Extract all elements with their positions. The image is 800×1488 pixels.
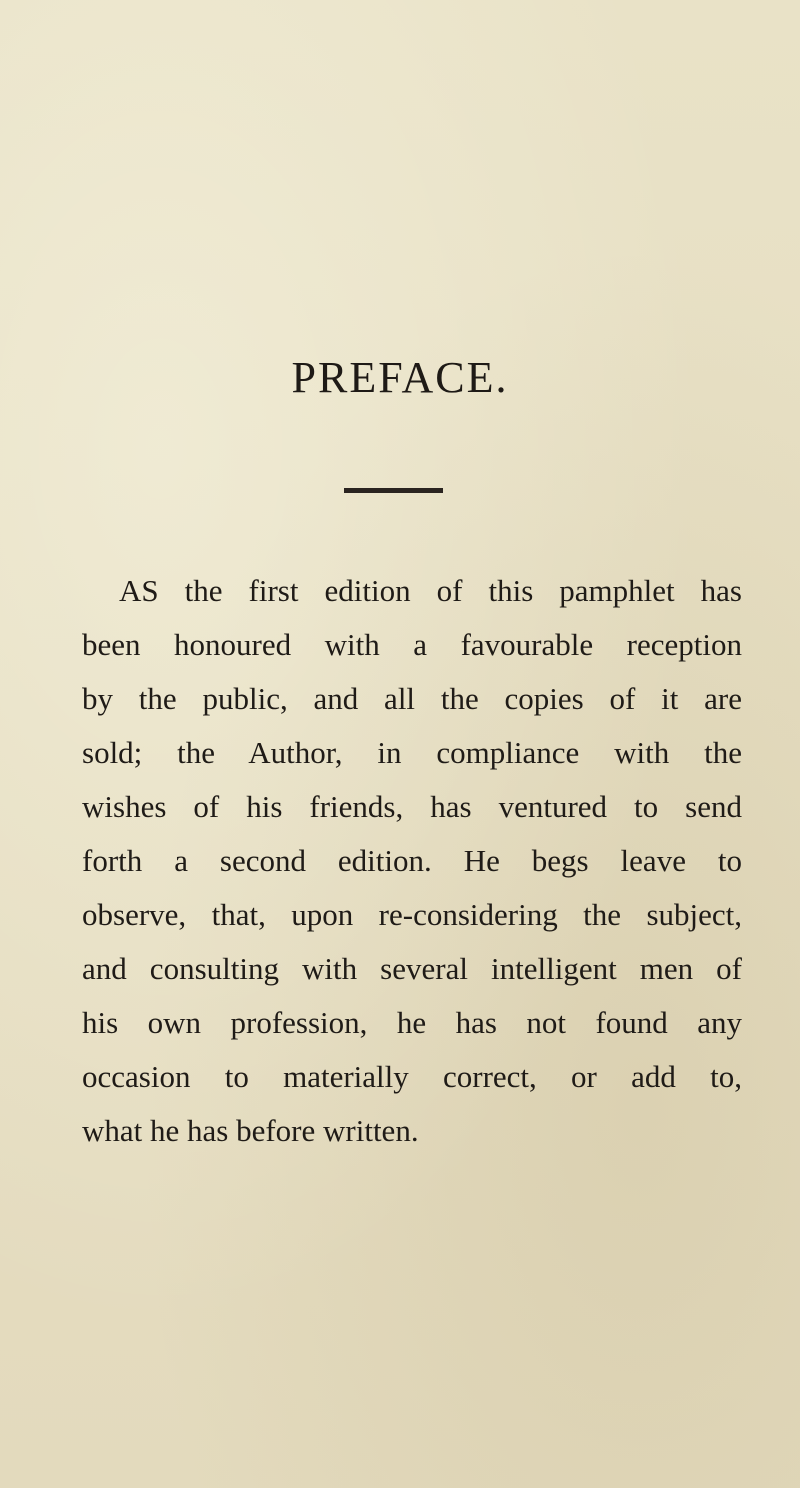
text-line: sold; the Author, in compliance with the: [82, 735, 742, 770]
text-line: his own profession, he has not found any: [82, 1005, 742, 1040]
text-line: observe, that, upon re-considering the subject,: [82, 897, 742, 932]
text-line: forth a second edition. He begs leave to: [82, 843, 742, 878]
preface-paragraph: [82, 564, 742, 1158]
page-title: PREFACE.: [291, 353, 509, 402]
text-line: what he has before written.: [82, 1113, 419, 1148]
text-line: been honoured with a favourable reception: [82, 627, 742, 662]
text-line: and consulting with several intelligent men of: [82, 951, 742, 986]
text-line: wishes of his friends, has ventured to send: [82, 789, 742, 824]
text-line: AS the first edition of this pamphlet has: [119, 573, 742, 608]
ornamental-rule: [344, 488, 443, 493]
text-line: by the public, and all the copies of it are: [82, 681, 742, 716]
text-line: occasion to materially correct, or add to,: [82, 1059, 742, 1094]
